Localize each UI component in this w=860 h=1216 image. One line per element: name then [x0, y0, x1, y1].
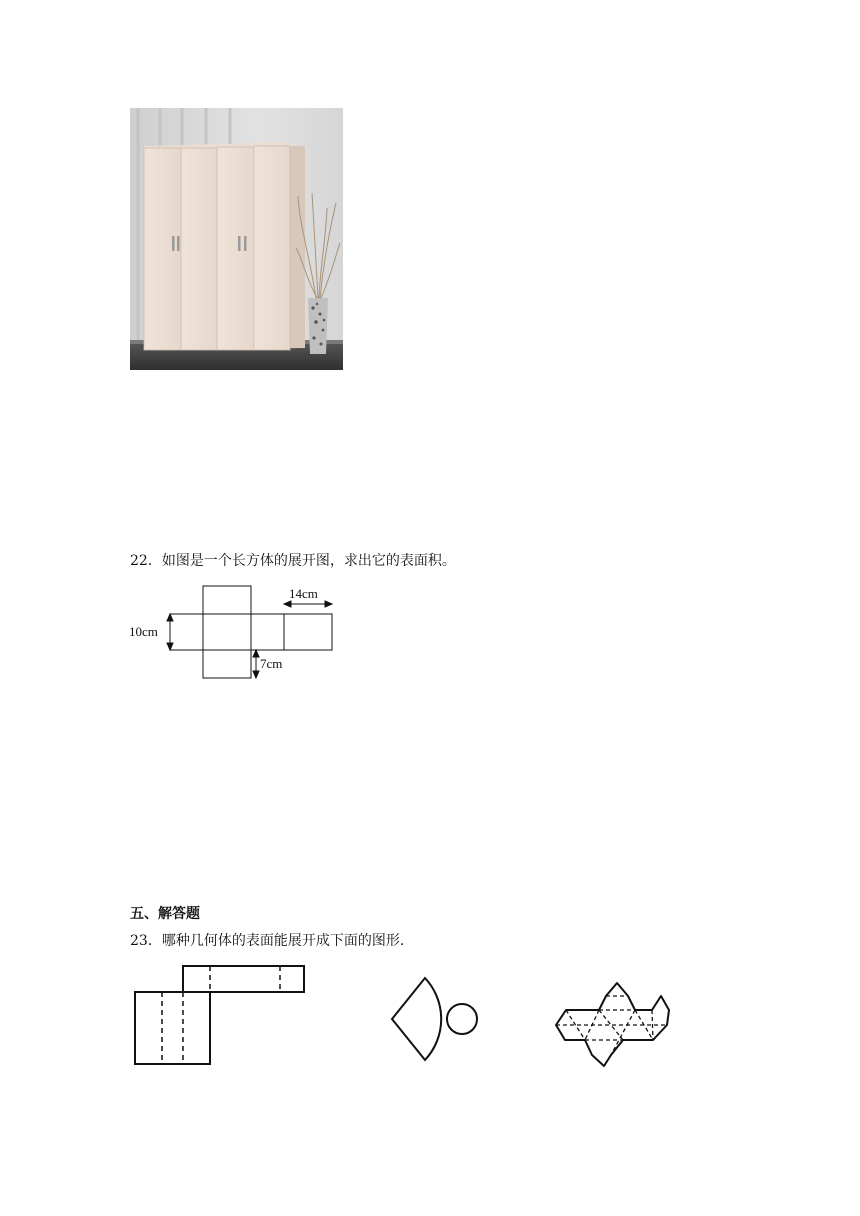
net-figure-2-cone	[388, 974, 484, 1064]
length-label: 14cm	[289, 586, 318, 601]
length-dimension-arrow	[284, 601, 332, 607]
net-face-top	[203, 586, 251, 614]
question-23-text: 23．哪种几何体的表面能展开成下面的图形.	[130, 933, 405, 949]
width-dimension-arrow	[253, 650, 259, 678]
height-dimension-arrow	[167, 614, 173, 650]
net-face-bottom	[203, 650, 251, 678]
height-label: 10cm	[129, 624, 158, 639]
net-figure-3-octahedron	[553, 980, 673, 1070]
cuboid-net-diagram	[128, 584, 338, 682]
question-22-text: 22．如图是一个长方体的展开图，求出它的表面积。	[130, 553, 456, 569]
net-figure-1	[130, 962, 310, 1070]
width-label: 7cm	[260, 656, 283, 671]
section-heading: 五、解答题	[130, 906, 200, 922]
wardrobe-photo	[130, 108, 343, 370]
